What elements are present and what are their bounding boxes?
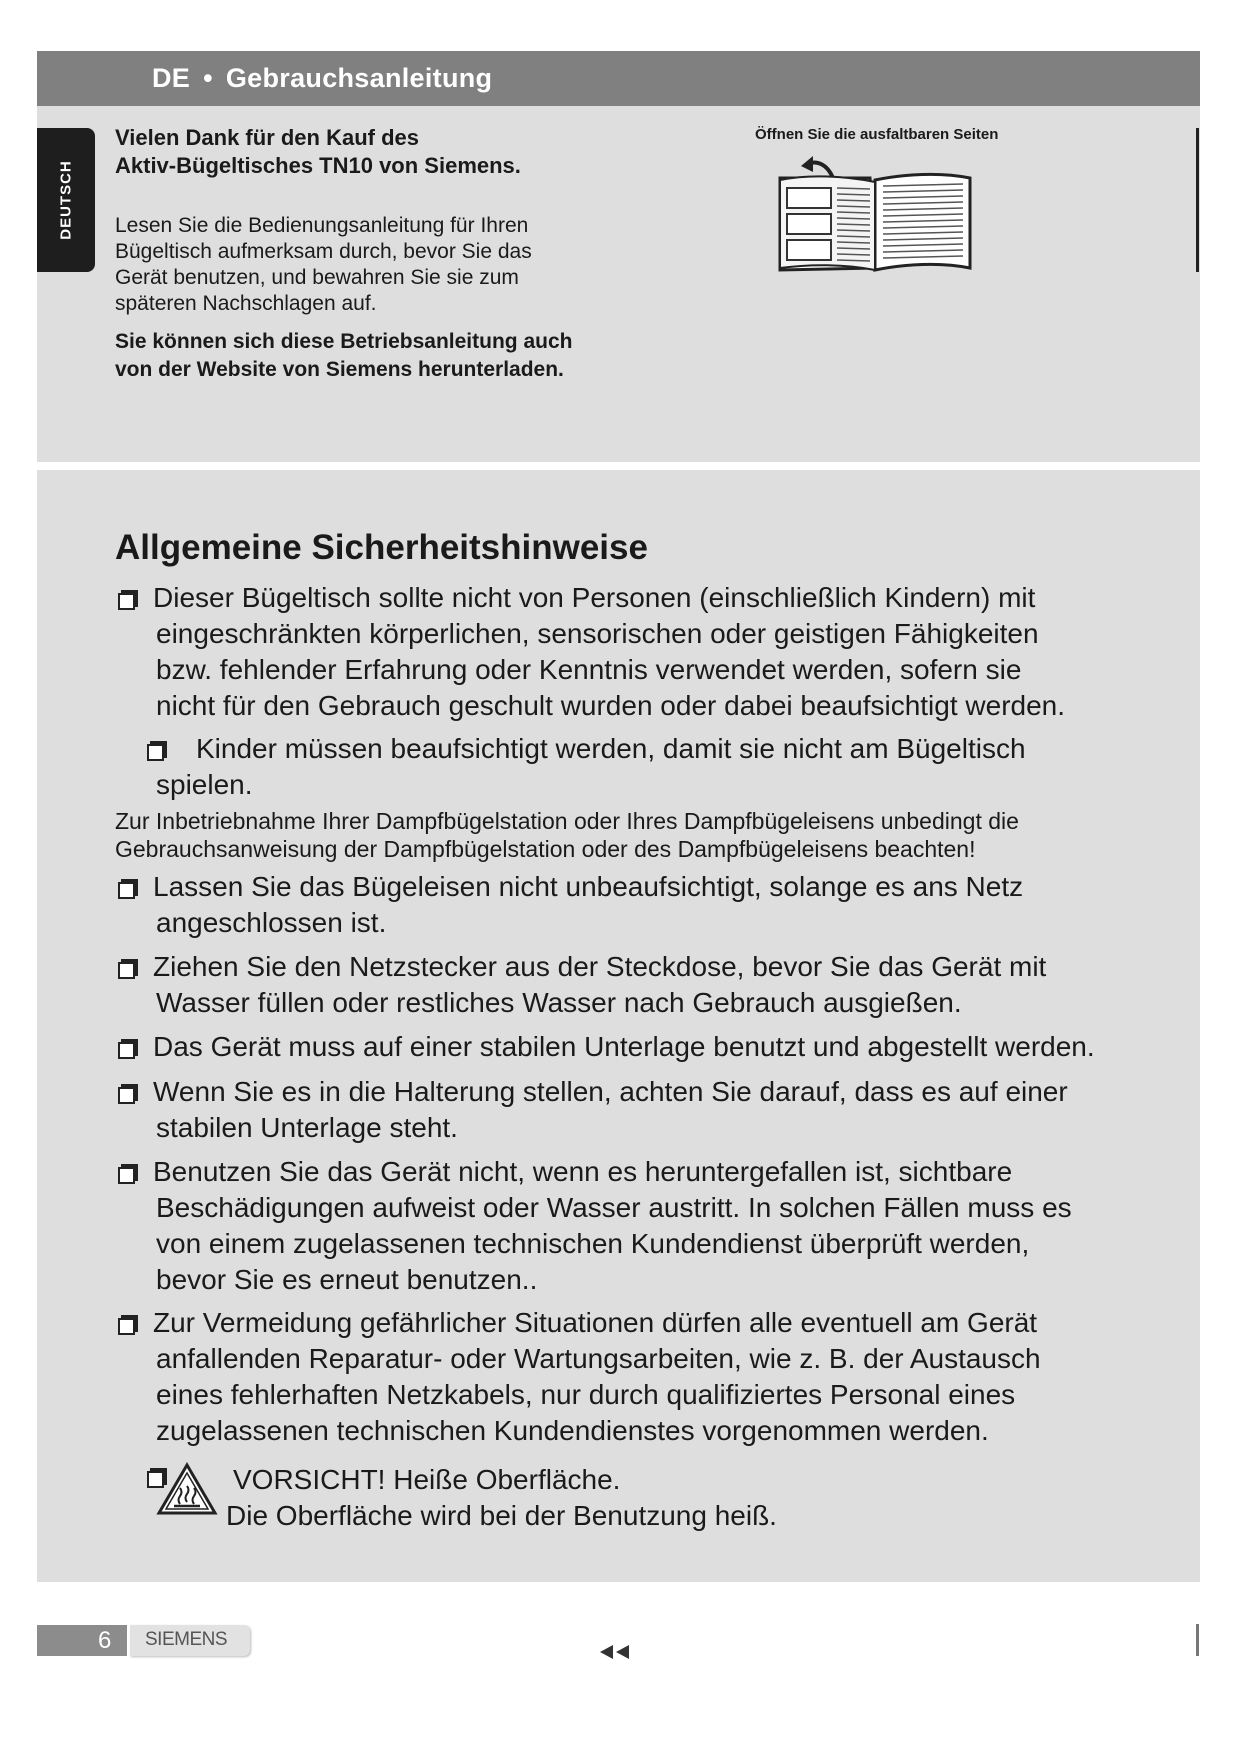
safety-item-line: Lassen Sie das Bügeleisen nicht unbeaufsichtigt, solange es ans Netz: [153, 871, 1024, 902]
safety-item-line: Benutzen Sie das Gerät nicht, wenn es heruntergefallen ist, sichtbare: [153, 1156, 1013, 1187]
caution-text: Die Oberfläche wird bei der Benutzung heiß.: [226, 1500, 777, 1531]
intro-body-line: Lesen Sie die Bedienungsanleitung für Ihren: [115, 214, 529, 237]
section-title: Allgemeine Sicherheitshinweise: [115, 528, 648, 567]
safety-item-line: bevor Sie es erneut benutzen..: [156, 1264, 538, 1295]
fold-out-caption: Öffnen Sie die ausfaltbaren Seiten: [755, 126, 999, 143]
language-side-tab: [37, 128, 95, 272]
intro-title: [115, 124, 635, 180]
caution-title: VORSICHT! Heiße Oberfläche.: [233, 1464, 621, 1495]
safety-item-line: angeschlossen ist.: [156, 907, 387, 938]
safety-item-line: Wasser füllen oder restliches Wasser nach Gebrauch ausgießen.: [156, 987, 962, 1018]
checkbox-bullet-icon: [118, 882, 135, 899]
checkbox-bullet-icon: [118, 962, 135, 979]
checkbox-bullet-icon: [118, 1087, 135, 1104]
safety-item: [196, 731, 1026, 767]
header-language: DE: [152, 63, 191, 93]
checkbox-bullet-icon: [118, 1042, 135, 1059]
checkbox-bullet-icon: [118, 1318, 135, 1335]
safety-item-line: bzw. fehlender Erfahrung oder Kenntnis verwendet werden, sofern sie: [156, 654, 1022, 685]
previous-page-arrows-icon: [600, 1644, 634, 1660]
hot-surface-warning-icon: [156, 1462, 218, 1516]
safety-item: [153, 949, 1046, 1021]
safety-item: [153, 869, 1023, 941]
page-number-bar: [37, 1625, 127, 1656]
checkbox-bullet-icon: [147, 744, 164, 761]
checkbox-bullet-icon: [118, 1167, 135, 1184]
safety-item-line: stabilen Unterlage steht.: [156, 1112, 458, 1143]
safety-item: [153, 580, 1065, 724]
brand-name: SIEMENS: [145, 1629, 228, 1650]
safety-item: [153, 1305, 1041, 1449]
safety-item: [153, 1029, 1095, 1065]
safety-item: [153, 1074, 1068, 1146]
header-separator: •: [203, 63, 213, 93]
page-number: 6: [98, 1627, 112, 1654]
safety-item-line: von einem zugelassenen technischen Kundendienst überprüft werden,: [156, 1228, 1030, 1259]
header-title: [152, 51, 492, 106]
checkbox-bullet-icon: [118, 593, 135, 610]
safety-item-line: spielen.: [156, 769, 253, 800]
safety-item-line: Dieser Bügeltisch sollte nicht von Personen (einschließlich Kindern) mit: [153, 582, 1036, 613]
safety-item-line: eines fehlerhaften Netzkabels, nur durch qualifiziertes Personal eines: [156, 1379, 1016, 1410]
safety-item-line: Kinder müssen beaufsichtigt werden, damit sie nicht am Bügeltisch: [196, 733, 1026, 764]
safety-item-line: Beschädigungen aufweist oder Wasser austritt. In solchen Fällen muss es: [156, 1192, 1072, 1223]
safety-item-line: Wenn Sie es in die Halterung stellen, achten Sie darauf, dass es auf einer: [153, 1076, 1068, 1107]
intro-body-line: Gerät benutzen, und bewahren Sie sie zum: [115, 266, 519, 289]
intro-body-line: späteren Nachschlagen auf.: [115, 292, 377, 315]
intro-title-line: Aktiv-Bügeltisches TN10 von Siemens.: [115, 153, 521, 178]
safety-item: [153, 1154, 1072, 1298]
header-document-title: Gebrauchsanleitung: [225, 63, 493, 93]
appliance-note: [115, 807, 1115, 863]
margin-rule: [1196, 128, 1199, 272]
safety-item-line: Ziehen Sie den Netzstecker aus der Steckdose, bevor Sie das Gerät mit: [153, 951, 1047, 982]
page-header: [37, 51, 1200, 106]
download-hint: [115, 328, 675, 384]
language-side-tab-label: DEUTSCH: [57, 160, 75, 240]
safety-item-line: nicht für den Gebrauch geschult wurden oder dabei beaufsichtigt werden.: [156, 690, 1066, 721]
download-hint-line: Sie können sich diese Betriebsanleitung auch: [115, 330, 573, 353]
safety-item-line: anfallenden Reparatur- oder Wartungsarbeiten, wie z. B. der Austausch: [156, 1343, 1041, 1374]
safety-item-line: Zur Vermeidung gefährlicher Situationen dürfen alle eventuell am Gerät: [153, 1307, 1038, 1338]
intro-body-line: Bügeltisch aufmerksam durch, bevor Sie das: [115, 240, 532, 263]
safety-item-line: zugelassenen technischen Kundendienstes vorgenommen werden.: [156, 1415, 989, 1446]
safety-item-line: Das Gerät muss auf einer stabilen Unterlage benutzt und abgestellt werden.: [153, 1031, 1095, 1062]
open-book-icon: [775, 150, 975, 278]
footer-margin-rule: [1196, 1624, 1199, 1656]
note-line: Gebrauchsanweisung der Dampfbügelstation oder des Dampfbügeleisens beachten!: [115, 836, 976, 862]
safety-item-continuation: [156, 767, 253, 803]
note-line: Zur Inbetriebnahme Ihrer Dampfbügelstation oder Ihres Dampfbügeleisens unbedingt die: [115, 808, 1019, 834]
intro-body: [115, 213, 635, 317]
safety-item-line: eingeschränkten körperlichen, sensorischen oder geistigen Fähigkeiten: [156, 618, 1039, 649]
download-hint-line: von der Website von Siemens herunterladen.: [115, 358, 564, 381]
intro-title-line: Vielen Dank für den Kauf des: [115, 125, 420, 150]
